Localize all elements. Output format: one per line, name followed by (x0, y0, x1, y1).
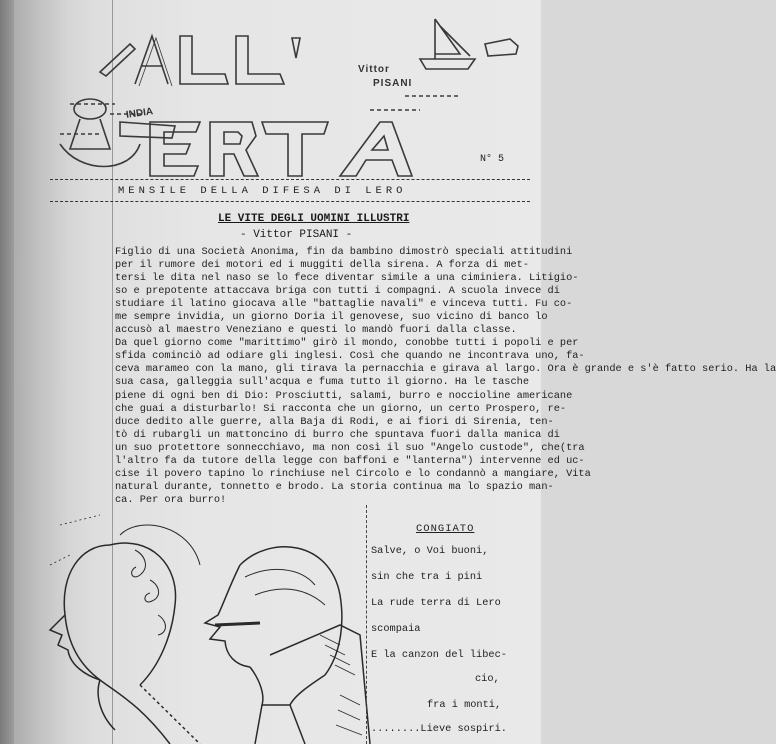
issue-number: N° 5 (480, 154, 505, 165)
article-line: duce dedito alle guerre, alla Baja di Rodi, e ai fiori di Sirenia, ten- (115, 415, 554, 428)
poem-line: scompaia (371, 623, 421, 635)
publication-subtitle: MENSILE DELLA DIFESA DI LERO (118, 185, 407, 197)
article-line: un suo protettore sonnecchiavo, ma non così il suo "Angelo custode", che(tra (115, 441, 585, 454)
article-line: Figlio di una Società Anonima, fin da bambino dimostrò speciali attitudini (115, 246, 573, 258)
article-line: studiare il latino giocava alle "battaglie navali" e vinceva tutti. Fu co- (115, 298, 573, 311)
article-line: sfida cominciò ad odiare gli inglesi. Così che quando ne incontrava uno, fa- (115, 350, 585, 363)
poem-line: cio, (475, 673, 500, 685)
article-body (115, 246, 776, 507)
article-line: cise il povero tapino lo rinchiuse nel Circolo e lo condannò a mangiare, Vita (115, 467, 591, 480)
subtitle-divider (50, 201, 530, 202)
article-line: ceva marameo con la mano, gli tirava la pernacchia e girava al largo. Ora è grande e s'è fatto serio. Ha la (115, 363, 776, 376)
article-line: sua casa, galleggia sull'acqua e fuma tutto il giorno. Ha le tasche (115, 376, 530, 389)
article-line: tersi le dita nel naso se lo fece diventar simile a una ciminiera. Litigio- (115, 272, 579, 285)
masthead (40, 14, 530, 184)
poem-line: La rude terra di Lero (371, 597, 501, 609)
article-title: LE VITE DEGLI UOMINI ILLUSTRI (218, 213, 410, 225)
vittor-label: Vittor (358, 64, 390, 75)
article-line: Da quel giorno come "marittimo" girò il mondo, conobbe tutti i popoli e per (115, 337, 579, 350)
article-line: per il rumore dei motori ed i muggiti della sirena. A forza di met- (115, 259, 530, 272)
masthead-logo-drawing (40, 14, 530, 184)
article-line: so e prepotente attaccava briga con tutti i compagni. A scuola invece di (115, 285, 560, 298)
pisani-label: PISANI (373, 78, 413, 89)
article-line: tò di rubargli un mattoncino di burro che spuntava fuori dalla manica di (115, 428, 560, 441)
caricature-illustration (40, 505, 370, 744)
article-line: l'altro fa da tutore della legge con baffoni e "lanterna") intervenne ed uc- (115, 454, 585, 467)
poem-line: Salve, o Voi buoni, (371, 545, 489, 557)
article-line: piene di ogni ben di Dio: Prosciutti, salami, burro e noccioline americane (115, 389, 573, 402)
poem-divider (366, 505, 367, 744)
article-line: ca. Per ora burro! (115, 493, 227, 506)
article-line: che guai a disturbarlo! Si racconta che un giorno, un certo Prospero, re- (115, 402, 567, 415)
article-line: accusò al maestro Veneziano e questi lo mandò fuori dalla classe. (115, 324, 517, 337)
article-line: me sempre invidia, un giorno Doria il genovese, suo vicino di banco lo (115, 311, 548, 324)
poem-line: sin che tra i pini (371, 571, 483, 583)
poem-title: CONGIATO (416, 523, 475, 535)
article-byline: - Vittor PISANI - (240, 229, 353, 241)
article-line: natural durante, tonnetto e brodo. La storia continua ma lo spazio man- (115, 480, 554, 493)
poem-line: ........Lieve sospiri. (371, 723, 507, 735)
poem-line: fra i monti, (427, 699, 502, 711)
poem-line: E la canzon del libec- (371, 649, 507, 661)
top-divider (50, 179, 530, 180)
india-label: INDIA (125, 106, 154, 121)
